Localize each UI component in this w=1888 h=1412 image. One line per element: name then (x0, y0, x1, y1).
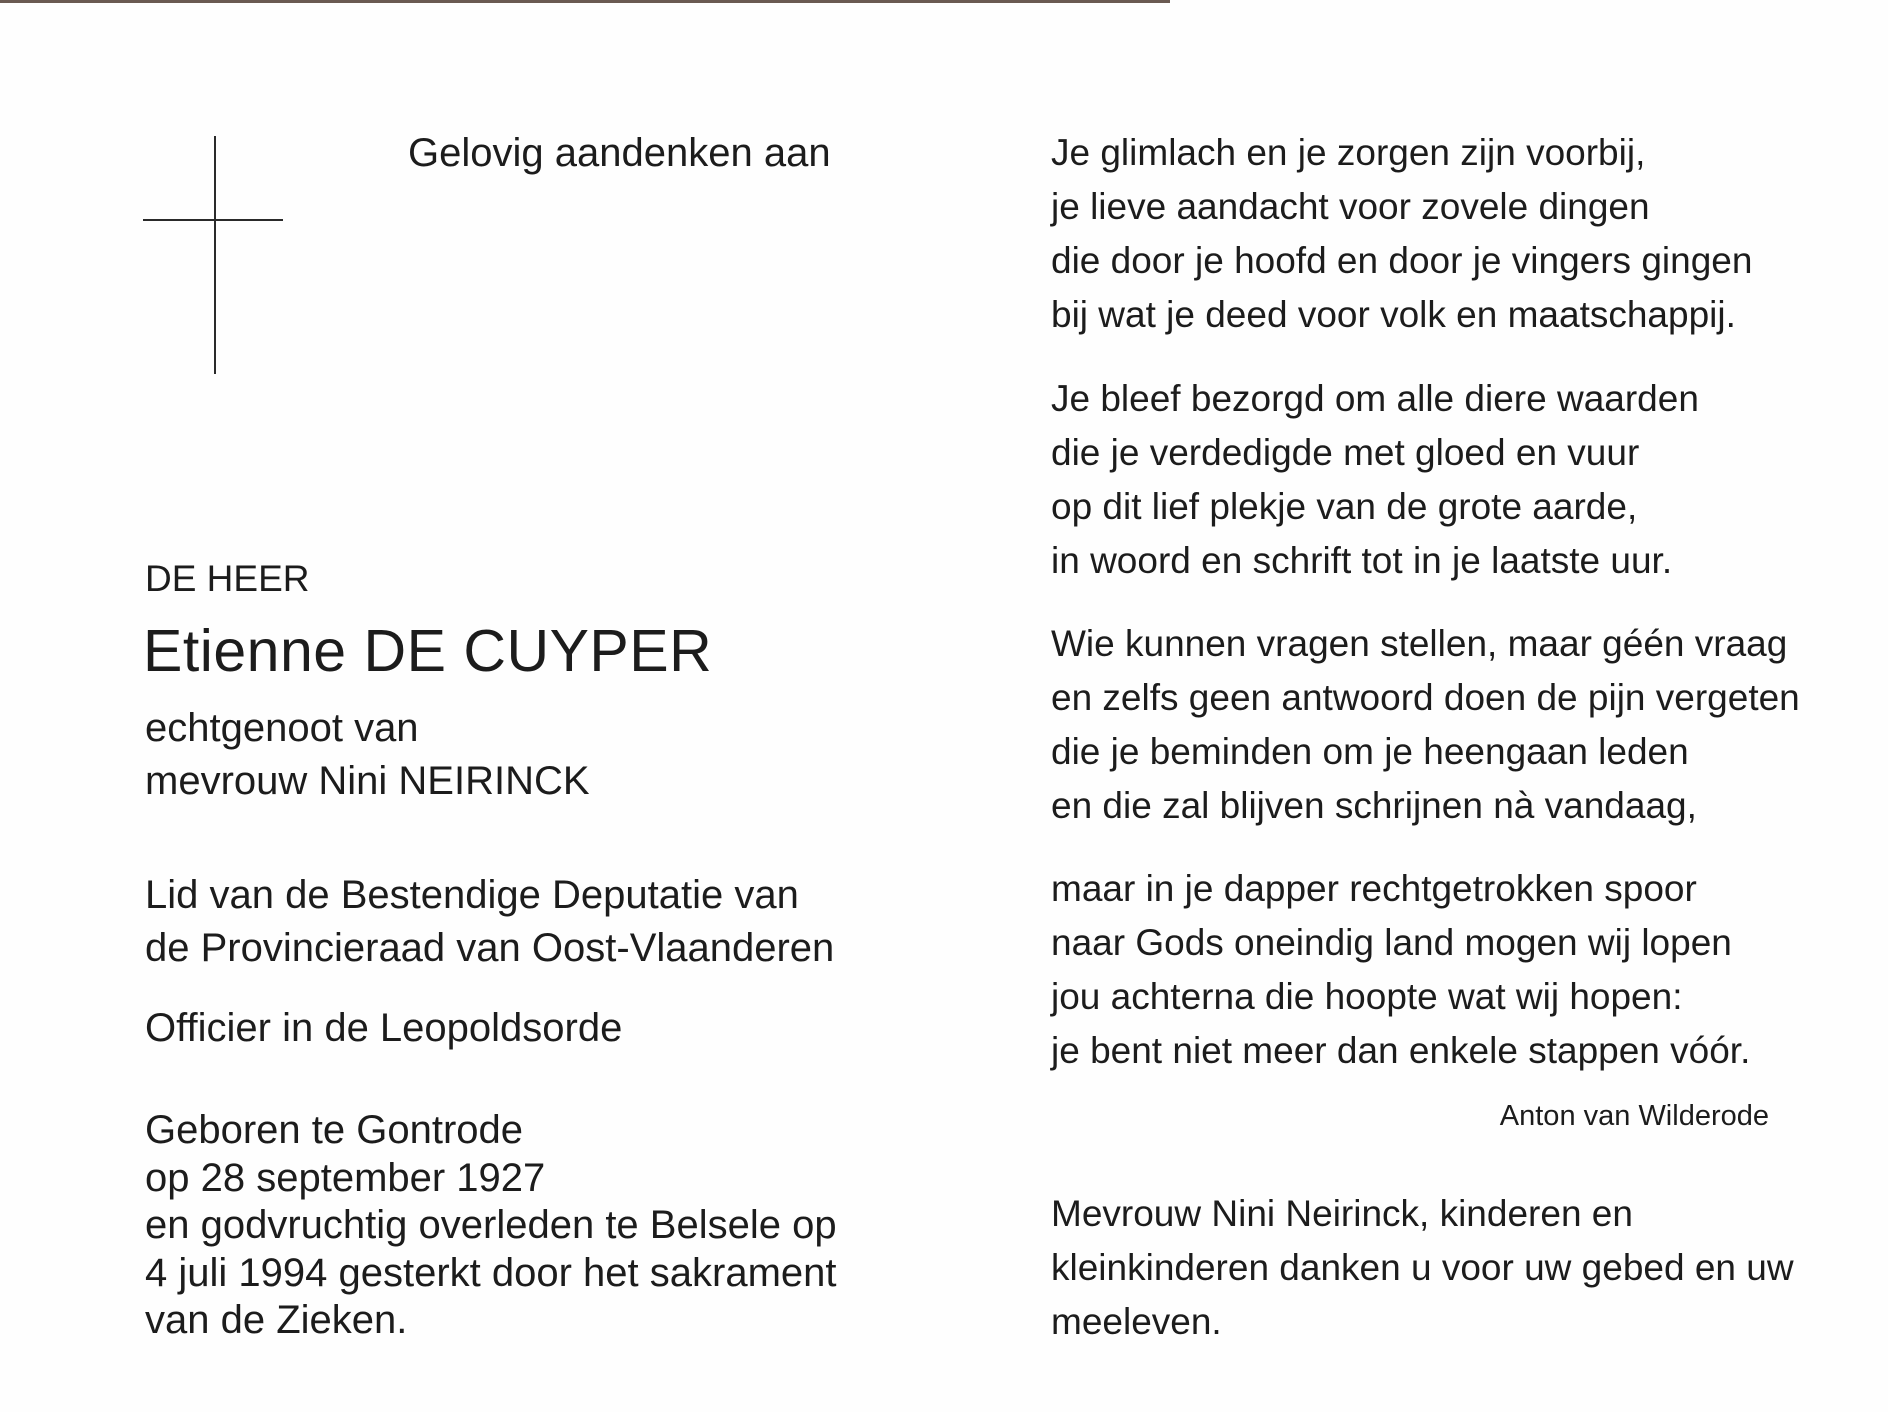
top-edge-line (0, 0, 1170, 3)
cross-vertical-bar (214, 136, 216, 374)
poem-line: bij wat je deed voor volk en maatschappij. (1051, 294, 1736, 335)
poem-stanza (1051, 862, 1750, 1078)
function-line: de Provincieraad van Oost-Vlaanderen (145, 926, 835, 970)
thanks-line: kleinkinderen danken u voor uw gebed en uw (1051, 1247, 1794, 1288)
life-line: Geboren te Gontrode (145, 1108, 524, 1152)
spouse-line: mevrouw Nini NEIRINCK (145, 759, 590, 803)
spouse-block (145, 702, 590, 808)
spouse-line: echtgenoot van (145, 706, 419, 750)
function-line: Lid van de Bestendige Deputatie van (145, 873, 799, 917)
life-line: 4 juli 1994 gesterkt door het sakrament (145, 1250, 837, 1295)
cross-horizontal-bar (143, 219, 283, 221)
life-line: op 28 september 1927 (145, 1155, 546, 1200)
poem-stanza (1051, 126, 1752, 342)
poem-line: die je verdedigde met gloed en vuur (1051, 432, 1640, 473)
poem-line: jou achterna die hoopte wat wij hopen: (1051, 976, 1683, 1017)
poem-stanza (1051, 617, 1800, 833)
honorific-title: DE HEER (145, 558, 310, 599)
poem-line: maar in je dapper rechtgetrokken spoor (1051, 868, 1697, 909)
poem-line: Je glimlach en je zorgen zijn voorbij, (1051, 132, 1646, 173)
function-block (145, 869, 834, 975)
thanks-block (1051, 1187, 1794, 1349)
poem-line: je bent niet meer dan enkele stappen vóór. (1051, 1030, 1751, 1071)
thanks-line: meeleven. (1051, 1301, 1222, 1342)
poem-line: naar Gods oneindig land mogen wij lopen (1051, 922, 1732, 963)
poem-line: je lieve aandacht voor zovele dingen (1051, 186, 1650, 227)
life-line: en godvruchtig overleden te Belsele op (145, 1203, 837, 1247)
poem-line: die door je hoofd en door je vingers gingen (1051, 240, 1753, 281)
heading: Gelovig aandenken aan (408, 131, 831, 175)
poem-line: en zelfs geen antwoord doen de pijn vergeten (1051, 677, 1800, 718)
poem-line: in woord en schrift tot in je laatste uur. (1051, 540, 1673, 581)
poem-line: die je beminden om je heengaan leden (1051, 731, 1689, 772)
order-line: Officier in de Leopoldsorde (145, 1006, 623, 1050)
thanks-line: Mevrouw Nini Neirinck, kinderen en (1051, 1193, 1633, 1234)
poem-line: en die zal blijven schrijnen nà vandaag, (1051, 785, 1697, 826)
poem-author: Anton van Wilderode (1499, 1100, 1769, 1132)
life-line: van de Zieken. (145, 1298, 408, 1342)
poem-line: Je bleef bezorgd om alle diere waarden (1051, 378, 1699, 419)
life-block (145, 1107, 837, 1345)
poem-line: op dit lief plekje van de grote aarde, (1051, 486, 1638, 527)
poem-stanza (1051, 372, 1699, 588)
poem-line: Wie kunnen vragen stellen, maar géén vraag (1051, 623, 1788, 664)
deceased-name: Etienne DE CUYPER (143, 618, 713, 684)
